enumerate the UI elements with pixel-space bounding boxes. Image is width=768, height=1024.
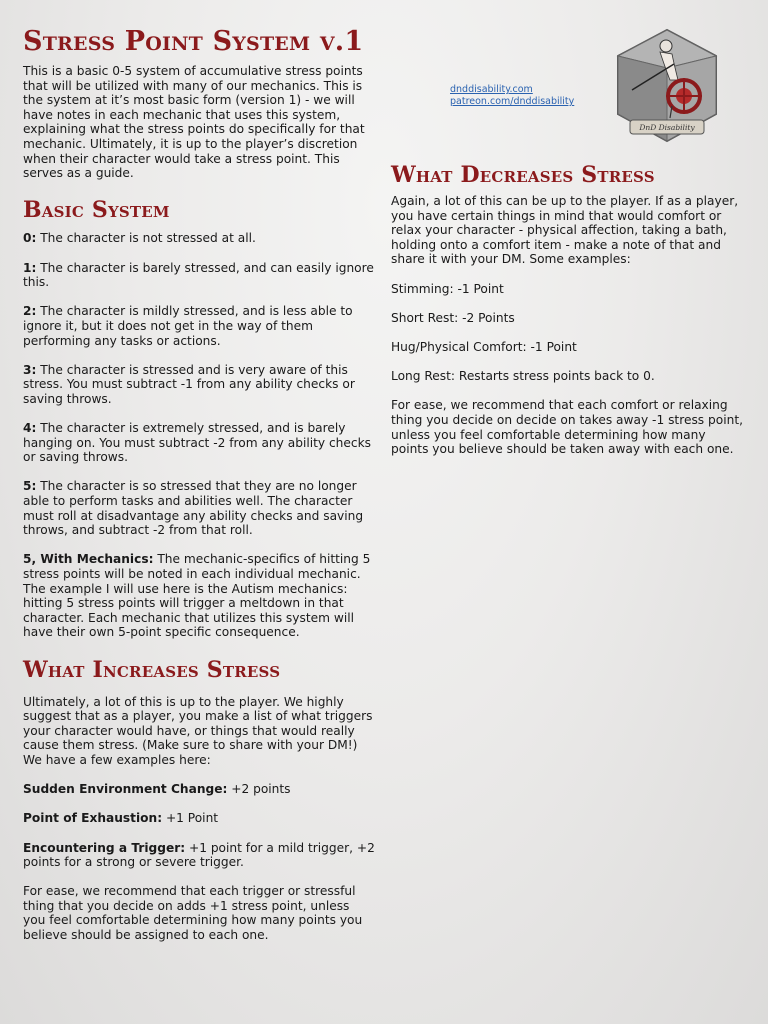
website-link[interactable]: dnddisability.com	[450, 84, 533, 95]
level-label: 2:	[23, 304, 37, 319]
item-text: +1 point for a mild trigger, +2 points for a strong or severe trigger.	[23, 840, 375, 870]
item-text: +2 points	[227, 782, 291, 797]
decrease-item: Short Rest: -2 Points	[391, 310, 515, 325]
decrease-intro: Again, a lot of this can be up to the player. If as a player, you have certain things in mind that would comfort or relax your character - physical affection, taking a bath, holding onto a comfort item - make a note of that and share it with your DM. Some examples:	[391, 194, 739, 267]
level-label: 5:	[23, 479, 37, 494]
level-text: The character is stressed and is very aware of this stress. You must subtract -1 from any ability checks or saving throws.	[23, 362, 355, 406]
level-label: 5, With Mechanics:	[23, 552, 154, 567]
item-label: Sudden Environment Change:	[23, 782, 228, 797]
item-label: Encountering a Trigger:	[23, 840, 186, 855]
level-label: 0:	[23, 231, 37, 246]
decrease-outro: For ease, we recommend that each comfort or relaxing thing you decide on decide on takes away -1 stress point, unless you feel comfortable determining how many points you believe should be taken away with each one.	[391, 398, 743, 457]
level-label: 4:	[23, 421, 37, 436]
stress-level-4	[23, 421, 375, 465]
decrease-item: Long Rest: Restarts stress points back to 0.	[391, 369, 655, 384]
level-text: The character is mildly stressed, and is less able to ignore it, but it does not get in the way of them performing any tasks or actions.	[23, 304, 353, 348]
increase-outro: For ease, we recommend that each trigger or stressful thing that you decide on adds +1 stress point, unless you feel comfortable determining how many points you believe should be assigned to each one.	[23, 884, 363, 943]
level-label: 1:	[23, 260, 37, 275]
increases-stress-heading: What Increases Stress	[23, 656, 281, 683]
svg-text:DnD Disability: DnD Disability	[639, 123, 695, 132]
level-label: 3:	[23, 362, 37, 377]
left-column	[23, 24, 375, 957]
level-text: The character is barely stressed, and can easily ignore this.	[23, 260, 374, 290]
level-text: The character is extremely stressed, and is barely hanging on. You must subtract -2 from any ability checks or saving throws.	[23, 421, 372, 465]
decrease-item: Hug/Physical Comfort: -1 Point	[391, 339, 577, 354]
level-text: The character is so stressed that they are no longer able to perform tasks and abilities well. The character must roll at disadvantage any ability checks and saving throws, and subtract -2 from that roll.	[23, 479, 364, 538]
item-text: +1 Point	[162, 811, 219, 826]
stress-level-1	[23, 261, 375, 290]
increase-item	[23, 841, 375, 870]
decreases-stress-heading: What Decreases Stress	[391, 162, 655, 188]
stress-level-2	[23, 304, 375, 348]
right-column	[391, 160, 743, 471]
page-title: Stress Point System v.1	[23, 26, 364, 57]
intro-paragraph: This is a basic 0-5 system of accumulative stress points that will be utilized with many of our mechanics. This is the system at it’s most basic form (version 1) - we will have notes in each mechanic that uses this system, explaining what the stress points do specifically for that mechanic. Ultimately, it is up to the player’s discretion when their character would take a stress point. This serves as a guide.	[23, 64, 365, 181]
stress-level-3	[23, 363, 375, 407]
dnd-disability-logo	[612, 28, 722, 143]
patreon-link[interactable]: patreon.com/dnddisability	[450, 96, 575, 107]
increase-intro: Ultimately, a lot of this is up to the player. We highly suggest that as a player, you make a list of what triggers your character would have, or things that would really cause them stress. (Make sure to share with your DM!) We have a few examples here:	[23, 694, 373, 767]
site-links	[450, 84, 574, 108]
decrease-item: Stimming: -1 Point	[391, 281, 504, 296]
stress-level-0	[23, 231, 375, 246]
basic-system-heading: Basic System	[23, 197, 170, 224]
stress-level-5	[23, 479, 375, 537]
increase-item	[23, 811, 375, 826]
level-text: The mechanic-specifics of hitting 5 stress points will be noted in each individual mechanic. The example I will use here is the Autism mechanics: hitting 5 stress points will trigger a meltdown in that character. Each mechanic that utilizes this system will have their own 5-point specific consequence.	[23, 552, 371, 640]
increase-item	[23, 782, 375, 797]
item-label: Point of Exhaustion:	[23, 811, 163, 826]
level-text: The character is not stressed at all.	[36, 231, 256, 246]
stress-level-5-mechanics	[23, 552, 375, 640]
